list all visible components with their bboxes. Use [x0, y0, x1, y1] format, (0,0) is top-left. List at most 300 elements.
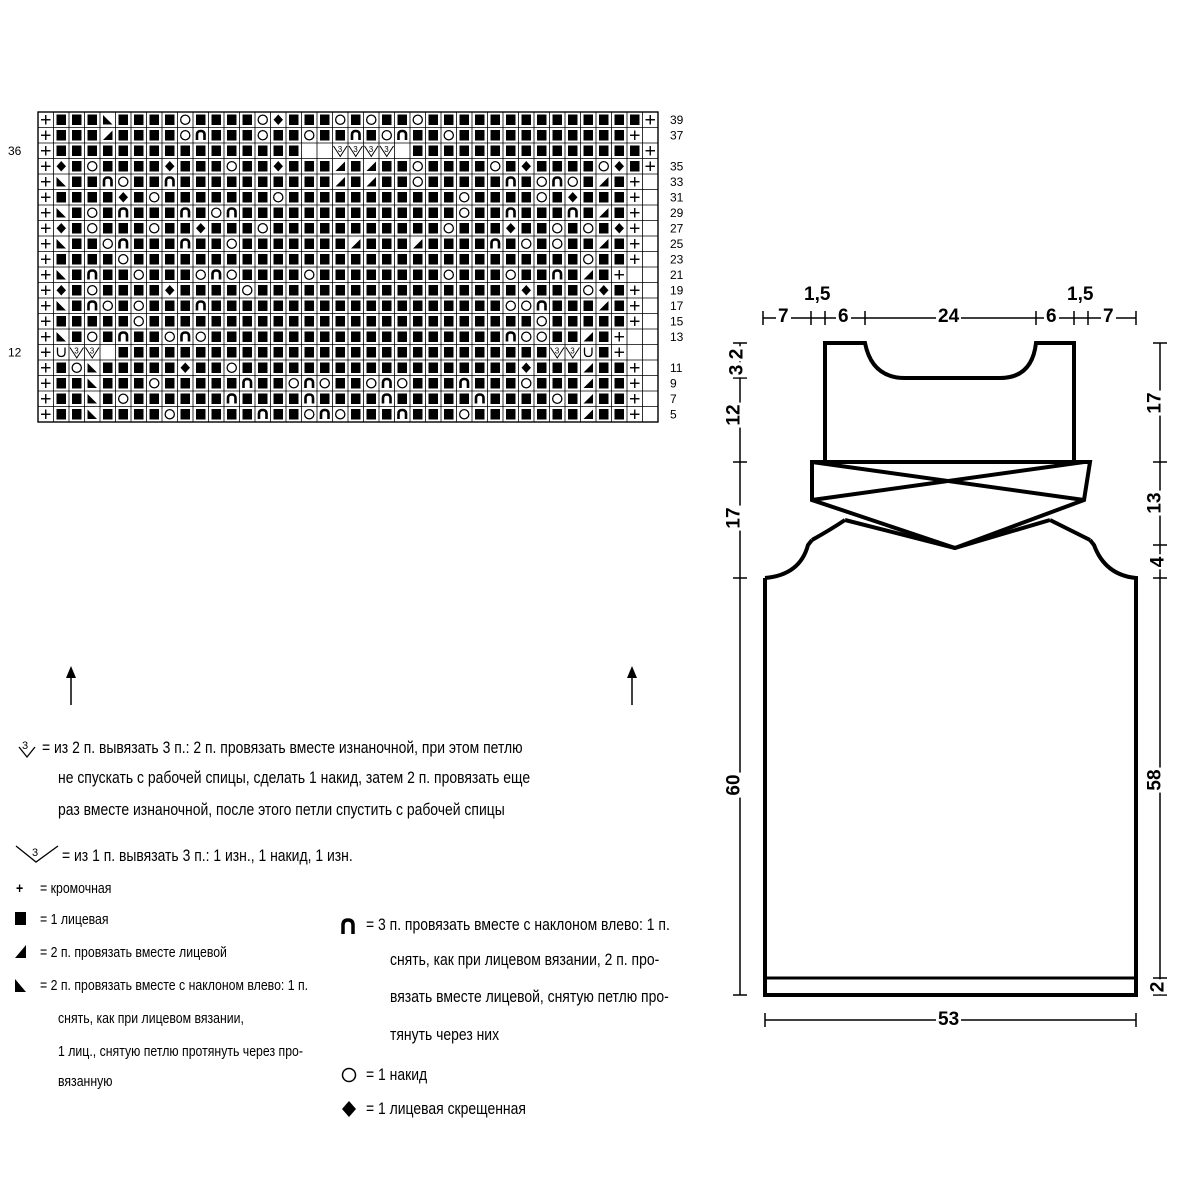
chart-symbol: [367, 208, 377, 219]
chart-symbol: [491, 223, 501, 234]
chart-symbol: [57, 301, 67, 311]
chart-symbol: [367, 254, 377, 265]
chart-symbol: [599, 239, 609, 249]
chart-symbol: [88, 146, 98, 157]
yarn-over-icon: [340, 1066, 358, 1084]
chart-symbol: [212, 316, 222, 327]
chart-symbol: [258, 161, 268, 172]
chart-symbol: [537, 347, 547, 358]
chart-symbol: [227, 130, 237, 141]
legend-k2tog: = 2 п. провязать вместе лицевой: [40, 944, 227, 961]
chart-symbol: [615, 130, 625, 141]
chart-symbol: [367, 130, 377, 141]
chart-symbol: [181, 394, 191, 405]
chart-symbol: [522, 239, 531, 248]
chart-symbol: [506, 223, 516, 234]
chart-symbol: [429, 115, 439, 126]
chart-symbol: [88, 332, 97, 341]
chart-symbol: [181, 363, 191, 374]
chart-symbol: [398, 115, 408, 126]
chart-symbol: [212, 208, 221, 217]
legend-sym1: = из 2 п. вывязать 3 п.: 2 п. провязать вместе изнаночной, при этом петлю: [42, 738, 523, 757]
chart-symbol: [413, 332, 423, 343]
chart-symbol: [258, 332, 268, 343]
chart-symbol: [553, 224, 562, 233]
chart-symbol: [119, 115, 129, 126]
chart-symbol: [181, 301, 191, 312]
chart-symbol: [538, 302, 546, 311]
chart-symbol: [367, 285, 377, 296]
chart-symbol: [506, 301, 515, 310]
chart-symbol: [398, 285, 408, 296]
chart-symbol: [57, 239, 67, 249]
chart-symbol: [41, 193, 51, 203]
left-dimension: [733, 343, 747, 995]
chart-symbol: [72, 254, 82, 265]
chart-symbol: [460, 394, 470, 405]
chart-symbol: [584, 301, 594, 312]
chart-symbol: [305, 239, 315, 250]
chart-symbol: [522, 363, 532, 374]
chart-symbol: [460, 301, 470, 312]
chart-symbol: [72, 301, 82, 312]
chart-symbol: [537, 409, 547, 420]
chart-symbol: [41, 131, 51, 141]
chart-symbol: [320, 208, 330, 219]
chart-symbol: [197, 131, 205, 140]
chart-symbol: [166, 178, 174, 187]
chart-symbol: [196, 177, 206, 188]
chart-symbol: [429, 301, 439, 312]
chart-symbol: [367, 394, 377, 405]
row-number-right: 31: [670, 190, 684, 205]
chart-symbol: [88, 410, 98, 420]
chart-symbol: [57, 208, 67, 218]
chart-symbol: [475, 177, 485, 188]
chart-symbol: [196, 254, 206, 265]
chart-symbol: [196, 316, 206, 327]
chart-symbol: [584, 410, 594, 420]
chart-symbol: [351, 177, 361, 188]
chart-symbol: [258, 301, 268, 312]
chart-symbol: [289, 223, 299, 234]
chart-symbol: [258, 285, 268, 296]
chart-symbol: [537, 285, 547, 296]
ssk-icon: [14, 978, 28, 994]
width-label: 1,5: [804, 284, 831, 305]
chart-symbol: [320, 177, 330, 188]
chart-symbol: [243, 363, 253, 374]
chart-symbol: [243, 161, 253, 172]
chart-symbol: [119, 347, 129, 358]
chart-symbol: [522, 394, 532, 405]
chart-symbol: [258, 115, 267, 124]
chart-symbol: [585, 348, 593, 357]
chart-symbol: [336, 270, 346, 281]
chart-symbol: [165, 270, 175, 281]
chart-symbol: [475, 254, 485, 265]
chart-symbol: [182, 240, 190, 249]
chart-symbol: [258, 316, 268, 327]
chart-symbol: [320, 223, 330, 234]
chart-symbol: [491, 316, 501, 327]
chart-symbol: [196, 332, 205, 341]
chart-symbol: [320, 239, 330, 250]
chart-symbol: [507, 333, 515, 342]
chart-symbol: [630, 239, 640, 249]
chart-symbol: [181, 316, 191, 327]
chart-symbol: [58, 348, 66, 357]
chart-symbol: [615, 332, 625, 342]
chart-symbol: [289, 161, 299, 172]
chart-symbol: [150, 379, 159, 388]
chart-symbol: [568, 146, 578, 157]
chart-symbol: [227, 285, 237, 296]
chart-symbol: [336, 332, 346, 343]
chart-symbol: [584, 270, 594, 280]
chart-symbol: [119, 223, 129, 234]
chart-symbol: [506, 363, 516, 374]
chart-symbol: [553, 363, 563, 374]
chart-symbol: [553, 192, 563, 203]
chart-symbol: [103, 316, 113, 327]
chart-symbol: [522, 130, 532, 141]
chart-symbol: [444, 409, 454, 420]
chart-symbol: [227, 332, 237, 343]
chart-symbol: [150, 130, 160, 141]
chart-symbol: [305, 131, 314, 140]
width-label: 6: [838, 306, 849, 327]
chart-symbol: [599, 162, 608, 171]
chart-symbol: [72, 115, 82, 126]
chart-symbol: [258, 347, 268, 358]
chart-symbol: [305, 270, 314, 279]
chart-symbol: [568, 130, 578, 141]
chart-symbol: [196, 223, 206, 234]
chart-symbol: [320, 285, 330, 296]
chart-symbol: [429, 192, 439, 203]
chart-symbol: [380, 145, 394, 157]
chart-symbol: [382, 239, 392, 250]
chart-symbol: [134, 146, 144, 157]
row-number-right: 17: [670, 298, 684, 313]
chart-symbol: [259, 410, 267, 419]
chart-symbol: [119, 192, 129, 203]
chart-symbol: [537, 239, 547, 250]
chart-symbol: [398, 301, 408, 312]
chart-symbol: [119, 255, 128, 264]
legend-ssk: = 2 п. провязать вместе с наклоном влево: 1 п.: [40, 977, 309, 994]
chart-symbol: [120, 333, 128, 342]
chart-symbol: [274, 347, 284, 358]
chart-symbol: [551, 347, 565, 359]
chart-symbol: [351, 363, 361, 374]
chart-symbol: [367, 270, 377, 281]
chart-symbol: [289, 192, 299, 203]
chart-symbol: [522, 332, 531, 341]
chart-symbol: [460, 115, 470, 126]
chart-symbol: [367, 162, 377, 172]
chart-symbol: [522, 285, 532, 296]
chart-symbol: [165, 208, 175, 219]
right-dimension: [1153, 343, 1167, 995]
chart-symbol: [196, 409, 206, 420]
knitting-chart: [0, 0, 700, 720]
chart-symbol: [460, 363, 470, 374]
chart-symbol: [134, 332, 144, 343]
chart-symbol: [336, 285, 346, 296]
chart-symbol: [41, 255, 51, 265]
chart-symbol: [134, 208, 144, 219]
chart-symbol: [382, 254, 392, 265]
chart-symbol: [568, 378, 578, 389]
chart-symbol: [320, 270, 330, 281]
chart-symbol: [599, 301, 609, 311]
chart-symbol: [182, 209, 190, 218]
chart-symbol: [258, 192, 268, 203]
chart-symbol: [227, 409, 237, 420]
chart-symbol: [103, 301, 112, 310]
chart-symbol: [413, 146, 423, 157]
chart-symbol: [165, 130, 175, 141]
chart-symbol: [182, 333, 190, 342]
chart-symbol: [599, 363, 609, 374]
chart-symbol: [41, 286, 51, 296]
chart-symbol: [522, 192, 532, 203]
chart-symbol: [212, 394, 222, 405]
chart-symbol: [212, 378, 222, 389]
width-label: 7: [778, 306, 789, 327]
chart-symbol: [444, 146, 454, 157]
chart-symbol: [382, 409, 392, 420]
chart-symbol: [429, 161, 439, 172]
chart-symbol: [615, 270, 625, 280]
chart-symbol: [553, 239, 562, 248]
chart-symbol: [289, 177, 299, 188]
chart-symbol: [568, 239, 578, 250]
chart-symbol: [227, 115, 237, 126]
chart-symbol: [103, 146, 113, 157]
chart-symbol: [320, 301, 330, 312]
chart-symbol: [165, 115, 175, 126]
row-number-right: 23: [670, 252, 684, 267]
chart-symbol: [599, 254, 609, 265]
chart-symbol: [41, 162, 51, 172]
chart-symbol: [646, 146, 656, 156]
chart-symbol: [553, 115, 563, 126]
chart-symbol: [615, 208, 625, 219]
chart-symbol: [243, 192, 253, 203]
chart-symbol: [522, 208, 532, 219]
chart-symbol: [460, 161, 470, 172]
chart-symbol: [491, 301, 501, 312]
chart-symbol: [630, 317, 640, 327]
chart-symbol: [41, 332, 51, 342]
chart-symbol: [150, 115, 160, 126]
chart-symbol: [615, 239, 625, 250]
chart-symbol: [243, 130, 253, 141]
chart-symbol: [398, 316, 408, 327]
chart-symbol: [41, 394, 51, 404]
chart-symbol: [258, 378, 268, 389]
chart-symbol: [615, 301, 625, 312]
chart-symbol: [165, 301, 175, 312]
chart-symbol: [305, 177, 315, 188]
legend-sym2: = из 1 п. вывязать 3 п.: 1 изн., 1 накид, 1 изн.: [62, 846, 353, 865]
chart-symbol: [584, 224, 593, 233]
chart-symbol: [444, 332, 454, 343]
chart-symbol: [522, 223, 532, 234]
chart-symbol: [460, 130, 470, 141]
chart-symbol: [196, 161, 206, 172]
chart-symbol: [568, 363, 578, 374]
chart-symbol: [88, 286, 97, 295]
chart-symbol: [475, 192, 485, 203]
chart-symbol: [134, 270, 143, 279]
chart-symbol: [630, 363, 640, 373]
chart-symbol: [554, 271, 562, 280]
chart-symbol: [120, 240, 128, 249]
chart-symbol: [599, 270, 609, 281]
width-label: 1,5: [1067, 284, 1094, 305]
chart-symbol: [553, 208, 563, 219]
chart-symbol: [212, 285, 222, 296]
chart-symbol: [134, 130, 144, 141]
chart-symbol: [398, 363, 408, 374]
chart-symbol: [413, 409, 423, 420]
chart-symbol: [475, 130, 485, 141]
chart-symbol: [460, 223, 470, 234]
chart-symbol: [57, 115, 67, 126]
chart-symbol: [150, 208, 160, 219]
chart-symbol: [398, 192, 408, 203]
chart-symbol: [57, 161, 67, 172]
chart-symbol: [398, 347, 408, 358]
chart-symbol: [491, 409, 501, 420]
chart-symbol: [72, 146, 82, 157]
row-number-right: 5: [670, 407, 677, 422]
chart-symbol: [553, 285, 563, 296]
chart-symbol: [134, 394, 144, 405]
chart-symbol: [537, 161, 547, 172]
chart-symbol: [367, 239, 377, 250]
chart-symbol: [413, 223, 423, 234]
chart-symbol: [227, 223, 237, 234]
chart-symbol: [413, 270, 423, 281]
chart-symbol: [475, 316, 485, 327]
chart-symbol: [506, 347, 516, 358]
chart-symbol: [398, 379, 407, 388]
chart-symbol: [349, 145, 363, 157]
chart-symbol: [382, 208, 392, 219]
chart-symbol: [475, 378, 485, 389]
chart-symbol: [537, 332, 546, 341]
chart-symbol: [103, 270, 113, 281]
chart-symbol: [119, 177, 128, 186]
chart-symbol: [150, 347, 160, 358]
chart-symbol: [72, 192, 82, 203]
chart-symbol: [320, 379, 329, 388]
chart-symbol: [320, 363, 330, 374]
chart-symbol: [537, 363, 547, 374]
chart-symbol: [553, 146, 563, 157]
chart-symbol: [320, 115, 330, 126]
purl-2-into-3-icon: [16, 737, 38, 759]
chart-symbol: [57, 409, 67, 420]
chart-symbol: [305, 332, 315, 343]
chart-symbol: [320, 161, 330, 172]
chart-symbol: [103, 285, 113, 296]
k2tog-icon: [14, 944, 28, 960]
chart-symbol: [336, 316, 346, 327]
chart-symbol: [274, 285, 284, 296]
chart-symbol: [72, 316, 82, 327]
chart-symbol: [258, 146, 268, 157]
chart-symbol: [444, 161, 454, 172]
chart-symbol: [630, 131, 640, 141]
chart-symbol: [537, 130, 547, 141]
chart-symbol: [274, 239, 284, 250]
width-label: 7: [1103, 306, 1114, 327]
chart-symbol: [429, 177, 439, 188]
chart-symbol: [289, 130, 299, 141]
chart-symbol: [553, 409, 563, 420]
chart-symbol: [305, 254, 315, 265]
chart-symbol: [646, 115, 656, 125]
chart-symbol: [227, 270, 236, 279]
chart-symbol: [475, 223, 485, 234]
chart-symbol: [584, 255, 593, 264]
chart-symbol: [150, 332, 160, 343]
chart-symbol: [444, 254, 454, 265]
chart-symbol: [460, 270, 470, 281]
chart-symbol: [429, 254, 439, 265]
chart-symbol: [228, 395, 236, 404]
chart-symbol: [150, 270, 160, 281]
chart-symbol: [522, 115, 532, 126]
legend-k3tog-2: снять, как при лицевом вязании, 2 п. про-: [390, 950, 660, 969]
chart-symbol: [568, 254, 578, 265]
chart-symbol: [41, 146, 51, 156]
chart-symbol: [41, 208, 51, 218]
chart-symbol: [119, 285, 129, 296]
width-label: 24: [938, 306, 960, 327]
chart-symbol: [289, 394, 299, 405]
chart-symbol: [537, 223, 547, 234]
chart-symbol: [104, 178, 112, 187]
chart-symbol: [196, 239, 206, 250]
chart-symbol: [537, 254, 547, 265]
chart-symbol: [212, 115, 222, 126]
chart-symbol: [258, 394, 268, 405]
height-label: 17: [1144, 392, 1166, 414]
chart-symbol: [429, 208, 439, 219]
chart-symbol: [305, 208, 315, 219]
chart-symbol: [351, 115, 361, 126]
chart-symbol: [413, 192, 423, 203]
chart-symbol: [119, 130, 129, 141]
chart-symbol: [103, 208, 113, 219]
chart-symbol: [165, 378, 175, 389]
chart-symbol: [599, 130, 609, 141]
chart-symbol: [413, 162, 422, 171]
chart-symbol: [119, 363, 129, 374]
chart-symbol: [506, 409, 516, 420]
chart-symbol: [398, 177, 408, 188]
chart-symbol: [568, 409, 578, 420]
chart-symbol: [382, 161, 392, 172]
chart-symbol: [103, 332, 113, 343]
